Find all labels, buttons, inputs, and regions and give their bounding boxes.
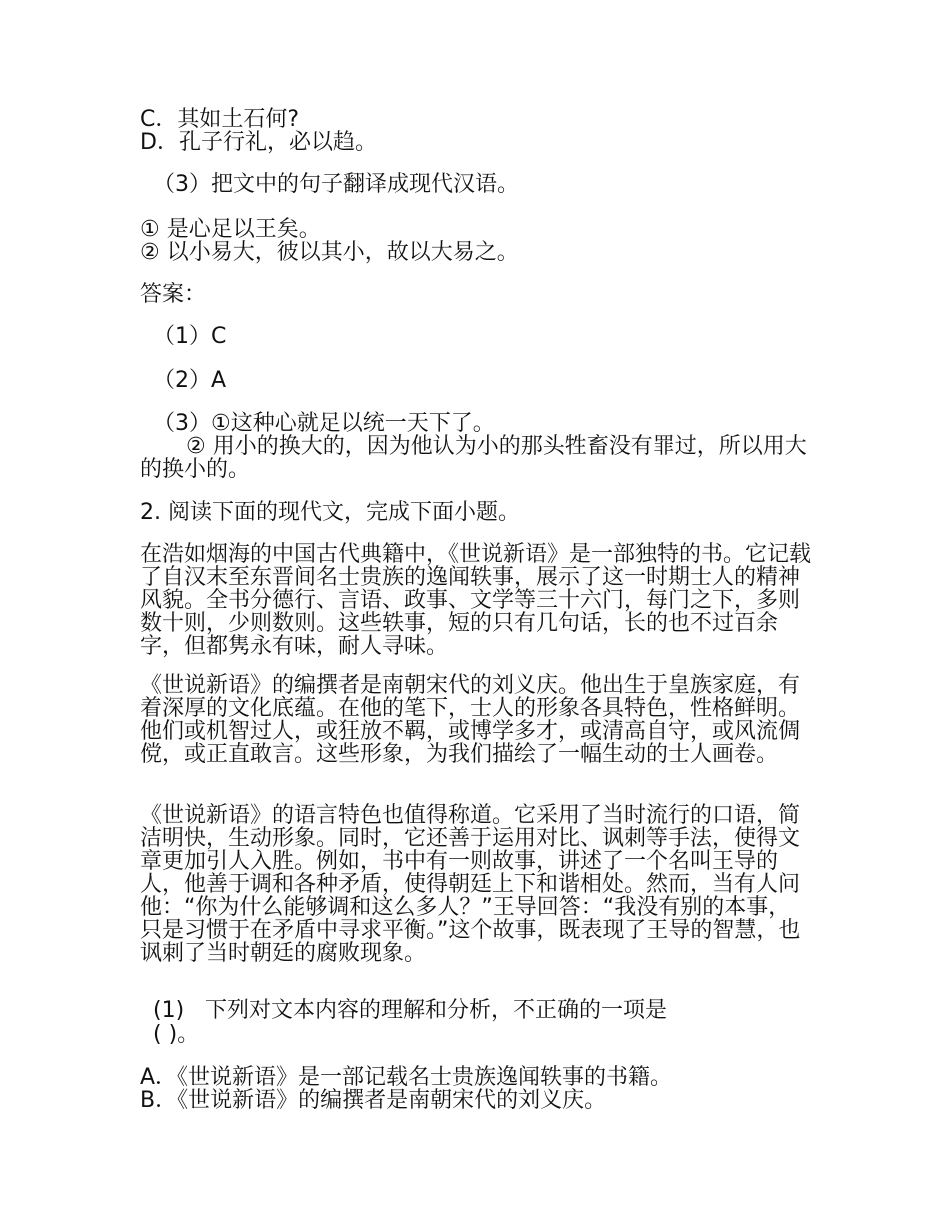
option-b: B．《世说新语》的编撰者是南朝宋代的刘义庆。 <box>140 1088 607 1113</box>
answer-3 <box>140 412 812 481</box>
answer-label: 答案： <box>140 282 207 307</box>
sentence-2: ② 以小易大，彼以其小，故以大易之。 <box>140 240 519 265</box>
answer-3-line1: （3）①这种心就足以统一天下了。 <box>153 411 495 436</box>
q1-options-cd <box>140 108 812 154</box>
sentence-period: 。 <box>177 1022 200 1047</box>
answer-3-line2: ② 用小的换大的，因为他认为小的那头牲畜没有罪过，所以用大的换小的。 <box>140 434 807 482</box>
answer-2: （2）A <box>153 368 227 393</box>
answer-1: （1）C <box>153 324 227 349</box>
option-c: C．其如土石何? <box>140 107 300 132</box>
q2-sub1-paren <box>153 1022 199 1048</box>
q2-sub1-text: 下列对文本内容的理解和分析，不正确的一项是 <box>205 998 668 1023</box>
q1-sub3-sentences <box>140 218 812 264</box>
sentence-1: ① 是心足以王矣。 <box>140 217 321 242</box>
q2-paragraph-1: 在浩如烟海的中国古代典籍中，《世说新语》是一部独特的书。它记载了自汉末至东晋间名士贵族的逸闻轶事，展示了这一时期士人的精神风貌。全书分德行、言语、政事、文学等三十六门，每门之下，多则数十则，少则数则。这些轶事，短的只有几句话，长的也不过百余字，但都隽永有味，耐人寻味。 <box>140 542 812 659</box>
q2-heading: 2. 阅读下面的现代文，完成下面小题。 <box>140 500 520 525</box>
option-d: D．孔子行礼，必以趋。 <box>140 130 377 155</box>
q2-options-ab <box>140 1066 812 1112</box>
option-a: A．《世说新语》是一部记载名士贵族逸闻轶事的书籍。 <box>140 1065 673 1090</box>
q2-paragraph-2: 《世说新语》的编撰者是南朝宋代的刘义庆。他出生于皇族家庭，有着深厚的文化底蕴。在他的笔下，士人的形象各具特色，性格鲜明。他们或机智过人，或狂放不羁，或博学多才，或清高自守，或风流倜傥，或正直敢言。这些形象，为我们描绘了一幅生动的士人画卷。 <box>140 673 801 767</box>
q1-sub3-prompt: （3）把文中的句子翻译成现代汉语。 <box>153 172 519 197</box>
q2-paragraph-3: 《世说新语》的语言特色也值得称道。它采用了当时流行的口语，简洁明快，生动形象。同时，它还善于运用对比、讽刺等手法，使得文章更加引人入胜。例如，书中有一则故事，讲述了一个名叫王导的人，他善于调和各种矛盾，使得朝廷上下和谐相处。然而，当有人问他：“你为什么能够调和这么多人？”王导回答：“我没有别的本事，只是习惯于在矛盾中寻求平衡。”这个故事，既表现了王导的智慧，也讽刺了当时朝廷的腐败现象。 <box>140 803 801 966</box>
q2-sub1-number: (1) <box>153 998 185 1023</box>
answer-paren: ( ) <box>153 1022 178 1047</box>
